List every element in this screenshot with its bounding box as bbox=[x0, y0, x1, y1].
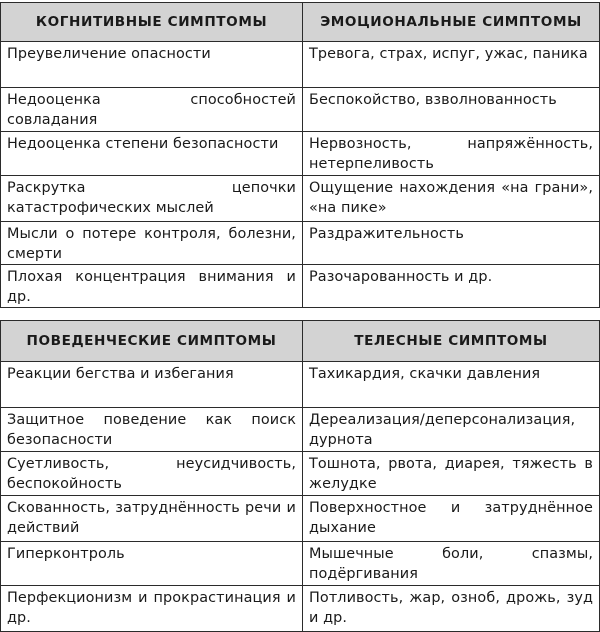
behavioral-cell: Скованность, затруднённость речи и действий bbox=[1, 496, 303, 542]
somatic-cell: Дереализация/деперсонализация, дурнота bbox=[303, 408, 600, 452]
emotional-cell: Тревога, страх, испуг, ужас, паника bbox=[303, 42, 600, 88]
table-row bbox=[1, 586, 600, 632]
table-row bbox=[1, 542, 600, 586]
behavioral-cell: Защитное поведение как поиск безопасности bbox=[1, 408, 303, 452]
cognitive-cell: Мысли о потере контроля, болезни, смерти bbox=[1, 222, 303, 265]
table-row bbox=[1, 42, 600, 88]
behavioral-cell: Реакции бегства и избегания bbox=[1, 362, 303, 408]
table-row bbox=[1, 452, 600, 496]
emotional-cell: Нервозность, напряжённость, нетерпеливость bbox=[303, 132, 600, 176]
somatic-cell: Потливость, жар, озноб, дрожь, зуд и др. bbox=[303, 586, 600, 632]
table-spacer bbox=[1, 308, 600, 321]
emotional-header: ЭМОЦИОНАЛЬНЫЕ СИМПТОМЫ bbox=[303, 3, 600, 42]
somatic-header: ТЕЛЕСНЫЕ СИМПТОМЫ bbox=[303, 321, 600, 362]
somatic-cell: Тошнота, рвота, диарея, тяжесть в желудке bbox=[303, 452, 600, 496]
emotional-cell: Ощущение нахождения «на грани», «на пике» bbox=[303, 176, 600, 222]
table-header-row bbox=[1, 3, 600, 42]
cognitive-cell: Недооценка способностей совладания bbox=[1, 88, 303, 132]
table-row bbox=[1, 265, 600, 308]
cognitive-cell: Раскрутка цепочки катастрофических мыслей bbox=[1, 176, 303, 222]
table-row bbox=[1, 362, 600, 408]
cognitive-cell: Недооценка степени безопасности bbox=[1, 132, 303, 176]
emotional-cell: Раздражительность bbox=[303, 222, 600, 265]
behavioral-cell: Перфекционизм и прокрастинация и др. bbox=[1, 586, 303, 632]
behavioral-header: ПОВЕДЕНЧЕСКИЕ СИМПТОМЫ bbox=[1, 321, 303, 362]
cognitive-cell: Плохая концентрация внимания и др. bbox=[1, 265, 303, 308]
table-row bbox=[1, 222, 600, 265]
table-header-row bbox=[1, 321, 600, 362]
emotional-cell: Разочарованность и др. bbox=[303, 265, 600, 308]
somatic-cell: Мышечные боли, спазмы, подёргивания bbox=[303, 542, 600, 586]
somatic-cell: Тахикардия, скачки давления bbox=[303, 362, 600, 408]
table-row bbox=[1, 132, 600, 176]
symptoms-table bbox=[0, 2, 600, 632]
behavioral-cell: Суетливость, неусидчивость, беспокойность bbox=[1, 452, 303, 496]
behavioral-cell: Гиперконтроль bbox=[1, 542, 303, 586]
somatic-cell: Поверхностное и затруднённое дыхание bbox=[303, 496, 600, 542]
cognitive-cell: Преувеличение опасности bbox=[1, 42, 303, 88]
emotional-cell: Беспокойство, взволнованность bbox=[303, 88, 600, 132]
table-row bbox=[1, 176, 600, 222]
table-row bbox=[1, 496, 600, 542]
table-row bbox=[1, 88, 600, 132]
table-row bbox=[1, 408, 600, 452]
cognitive-header: КОГНИТИВНЫЕ СИМПТОМЫ bbox=[1, 3, 303, 42]
